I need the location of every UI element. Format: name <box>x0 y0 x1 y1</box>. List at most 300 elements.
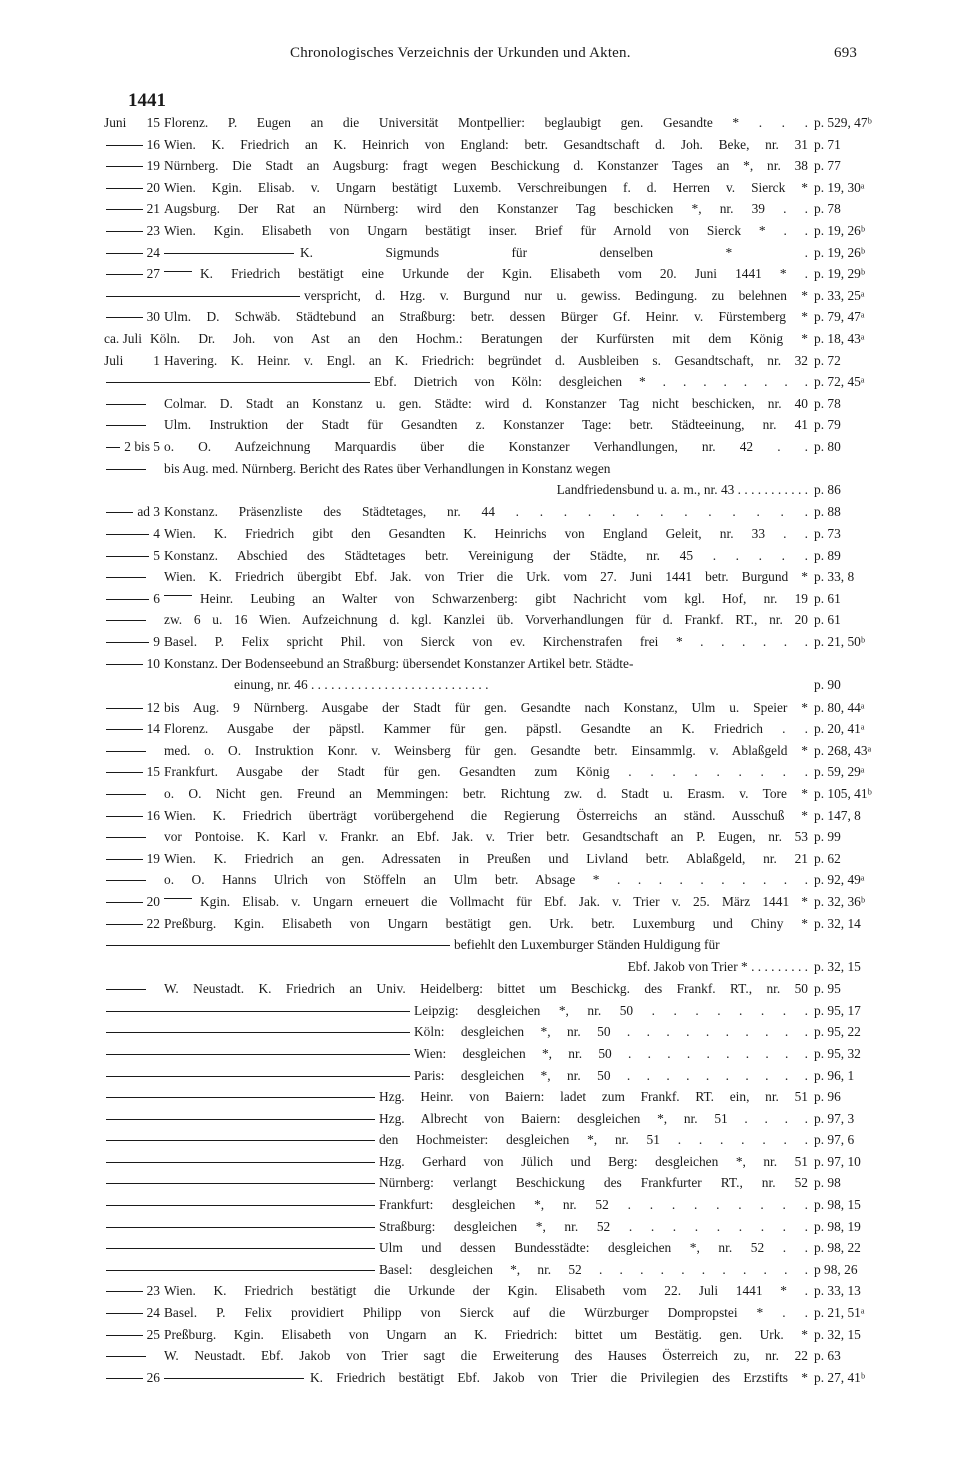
entry-page-ref: p. 21, 50ᵇ <box>814 634 866 650</box>
entry-row <box>104 458 876 480</box>
entry-row <box>104 436 876 458</box>
entry-row <box>104 956 876 978</box>
entry-text-content: Straßburg: desgleichen *, nr. 52 . . . . . . . . . <box>379 1218 808 1234</box>
entry-day: 2 bis 5 <box>124 438 160 454</box>
entry-page-ref: p. 78 <box>814 201 841 217</box>
entry-text <box>164 891 808 913</box>
entry-row <box>104 1043 876 1065</box>
entry-row <box>104 220 876 242</box>
ditto-line <box>106 1119 375 1120</box>
entry-text <box>164 112 808 134</box>
ditto-dash <box>106 188 143 189</box>
entry-row <box>104 978 876 1000</box>
entry-text-content: Preßburg. Kgin. Elisabeth von Ungarn an K. Friedrich: bittet um Bestätig. gen. Urk. * <box>164 1326 808 1342</box>
entry-text-content: den Hochmeister: desgleichen *, nr. 51 . . . . . . . <box>379 1132 808 1148</box>
ditto-dash <box>106 145 143 146</box>
entry-row <box>104 1151 876 1173</box>
ditto-dash <box>106 880 146 881</box>
entry-text-content: Colmar. D. Stadt an Konstanz u. gen. Städte: wird d. Konstanzer Tag nicht beschicken, nr. 40 <box>164 395 808 411</box>
entry-row <box>104 263 876 285</box>
entry-text-content: befiehlt den Luxemburger Ständen Huldigung für <box>454 937 720 953</box>
entry-text-content: einung, nr. 46 . . . . . . . . . . . . . . . . . . . . . . . . . . . <box>234 677 489 693</box>
entry-text <box>164 783 808 805</box>
entry-page-ref: p. 97, 3 <box>814 1110 855 1126</box>
entry-row <box>104 1000 876 1022</box>
entry-page-ref: p. 62 <box>814 850 841 866</box>
entry-row <box>104 913 876 935</box>
entry-text-content: bis Aug. 9 Nürnberg. Ausgabe der Stadt für gen. Gesandte nach Konstanz, Ulm u. Speier * <box>164 699 808 715</box>
entry-text <box>454 956 808 978</box>
entry-text-content: Hzg. Heinr. von Baiern: ladet zum Frankf. RT. ein, nr. 51 <box>379 1089 808 1105</box>
entry-row <box>104 783 876 805</box>
entry-row <box>104 112 876 134</box>
entry-row <box>104 934 876 956</box>
entry-page-ref: p. 95, 22 <box>814 1024 861 1040</box>
entry-text <box>374 371 808 393</box>
entry-page-ref: p. 21, 51ᵃ <box>814 1305 865 1321</box>
entry-text-content: Ebf. Dietrich von Köln: desgleichen * . . . . . . . . <box>374 374 808 390</box>
entry-text <box>454 934 876 956</box>
entry-page-ref: p. 99 <box>814 829 841 845</box>
entry-text <box>164 869 808 891</box>
ditto-dash <box>106 1356 146 1357</box>
entry-row <box>104 718 876 740</box>
entry-date <box>104 956 354 978</box>
entry-page-ref: p. 268, 43ᵃ <box>814 742 872 758</box>
ditto-dash <box>106 664 143 665</box>
entry-day: 23 <box>146 1283 160 1299</box>
entry-text-content: Ulm. Instruktion der Stadt für Gesandten z. Konstanzer Tage: betr. Städteeinung, nr. 41 <box>164 417 808 433</box>
entry-text-content: Wien. K. Friedrich überträgt vorübergehend die Regierung Österreichs an ständ. Ausschuß * <box>164 807 808 823</box>
entry-day: 9 <box>153 634 160 650</box>
entry-page-ref: p. 147, 8 <box>814 807 861 823</box>
entry-text <box>414 1021 808 1043</box>
ditto-dash <box>106 1313 143 1314</box>
ditto-dash <box>164 898 192 899</box>
entry-page-ref: p. 77 <box>814 158 841 174</box>
ditto-dash <box>106 577 146 578</box>
entry-text <box>379 1151 808 1173</box>
entry-text <box>164 414 808 436</box>
entry-text-content: Wien. K. Friedrich an gen. Adressaten in Preußen und Livland betr. Ablaßgeld, nr. 21 <box>164 850 808 866</box>
ditto-dash <box>106 751 146 752</box>
entry-text <box>164 436 808 458</box>
ditto-line <box>106 1162 375 1163</box>
entry-text <box>164 805 808 827</box>
entry-page-ref: p. 19, 29ᵇ <box>814 266 866 282</box>
entry-row <box>104 501 876 523</box>
entry-page-ref: p. 96 <box>814 1089 841 1105</box>
entry-day: 20 <box>146 893 160 909</box>
entry-page-ref: p. 73 <box>814 526 841 542</box>
entry-text <box>164 155 808 177</box>
ditto-dash <box>106 708 143 709</box>
entry-day: 26 <box>146 1369 160 1385</box>
entry-text <box>164 458 876 480</box>
entry-day: 24 <box>146 244 160 260</box>
entry-page-ref: p. 19, 26ᵇ <box>814 222 866 238</box>
entry-row <box>104 1237 876 1259</box>
ditto-dash <box>106 253 143 254</box>
ditto-dash <box>164 271 192 272</box>
entry-page-ref: p. 20, 41ᵃ <box>814 721 865 737</box>
entry-text-content: o. O. Hanns Ulrich von Stöffeln an Ulm betr. Absage * . . . . . . . . . . <box>164 872 808 888</box>
entry-text <box>164 1280 808 1302</box>
entry-row <box>104 1345 876 1367</box>
entry-day: 10 <box>146 655 160 671</box>
entry-text <box>164 501 808 523</box>
ditto-dash <box>106 166 143 167</box>
entry-row <box>104 869 876 891</box>
entry-text <box>379 1259 808 1281</box>
entry-page-ref: p. 33, 25ᵃ <box>814 287 865 303</box>
entry-text <box>379 1108 808 1130</box>
entry-page-ref: p. 95, 17 <box>814 1002 861 1018</box>
ditto-dash <box>106 447 120 448</box>
entry-text-content: K. Friedrich bestätigt Ebf. Jakob von Trier die Privilegien des Erzstifts * <box>310 1369 808 1385</box>
entry-month: Juli <box>104 352 124 368</box>
ditto-dash <box>106 620 146 621</box>
entry-text-content: Nürnberg. Die Stadt an Augsburg: fragt wegen Beschickung d. Konstanzer Tages an *, nr. 38 <box>164 158 808 174</box>
entry-text-content: K. Sigmunds für denselben * . <box>300 244 808 260</box>
entry-text-content: vor Pontoise. K. Karl v. Frankr. an Ebf. Jak. v. Trier betr. Gesandtschaft an P. Eugen, nr. 53 <box>164 829 808 845</box>
entry-text-content: Hzg. Albrecht von Baiern: desgleichen *, nr. 51 . . . . <box>379 1110 808 1126</box>
entry-text <box>164 978 808 1000</box>
entry-day: 24 <box>146 1305 160 1321</box>
entry-page-ref: p. 61 <box>814 590 841 606</box>
entry-page-ref: p. 89 <box>814 547 841 563</box>
entry-text <box>164 609 808 631</box>
ditto-dash <box>106 1291 143 1292</box>
entry-text <box>164 306 808 328</box>
running-header <box>0 45 960 69</box>
entry-page-ref: p. 61 <box>814 612 841 628</box>
entry-text <box>164 263 808 285</box>
entry-text <box>164 848 808 870</box>
entry-text <box>379 1194 808 1216</box>
entry-text-content: Wien. K. Friedrich an K. Heinrich von England: betr. Gesandtschaft d. Joh. Beke, nr. 31 <box>164 136 808 152</box>
ditto-dash <box>106 989 146 990</box>
entry-text-content: Konstanz. Abschied des Städtetages betr. Vereinigung der Städte, nr. 45 . . . . . <box>164 547 808 563</box>
entry-row <box>104 1216 876 1238</box>
entry-text-content: Preßburg. Kgin. Elisabeth von Ungarn bestätigt gen. Urk. betr. Luxemburg und Chiny * <box>164 915 808 931</box>
entry-page-ref: p. 19, 30ᵃ <box>814 179 865 195</box>
entry-text <box>164 393 808 415</box>
entry-day: 16 <box>146 136 160 152</box>
entry-text-content: Wien. K. Friedrich übergibt Ebf. Jak. von Trier die Urk. vom 27. Juni 1441 betr. Burgund * <box>164 569 808 585</box>
entry-text <box>164 134 808 156</box>
entry-text <box>164 718 808 740</box>
entry-day: 12 <box>146 699 160 715</box>
ditto-dash <box>106 317 143 318</box>
entry-row <box>104 609 876 631</box>
entry-text <box>164 350 808 372</box>
ditto-line <box>106 1183 375 1184</box>
entry-text-content: K. Friedrich bestätigt eine Urkunde der Kgin. Elisabeth vom 20. Juni 1441 * . <box>200 266 808 282</box>
ditto-line <box>106 1032 410 1033</box>
entry-page-ref: p. 98 <box>814 1175 841 1191</box>
entry-text-content: Kgin. Elisab. v. Ungarn erneuert die Vollmacht für Ebf. Jak. v. Trier v. 25. März 1441 * <box>200 893 808 909</box>
entry-text <box>354 479 808 501</box>
entry-day: 14 <box>146 721 160 737</box>
entry-row <box>104 566 876 588</box>
entry-page-ref: p. 92, 49ᵃ <box>814 872 865 888</box>
entry-text <box>379 1129 808 1151</box>
entry-page-ref: p. 72 <box>814 352 841 368</box>
entry-text-content: W. Neustadt. Ebf. Jakob von Trier sagt die Erweiterung des Hauses Österreich zu, nr. 22 <box>164 1348 808 1364</box>
entry-text-content: Wien. Kgin. Elisabeth von Ungarn bestätigt inser. Brief für Arnold von Sierck * . . <box>164 222 808 238</box>
entry-day: 30 <box>146 309 160 325</box>
entry-row <box>104 740 876 762</box>
entry-row <box>104 588 876 610</box>
entry-page-ref: p. 88 <box>814 504 841 520</box>
entry-page-ref: p. 105, 41ᵇ <box>814 786 872 801</box>
entry-row <box>104 545 876 567</box>
entry-day: 4 <box>153 526 160 542</box>
entry-text-content: Ulm. D. Schwäb. Städtebund an Straßburg: betr. dessen Bürger Gf. Heinr. v. Fürstemberg * <box>164 309 808 325</box>
entry-text <box>300 242 808 264</box>
entry-day: 21 <box>146 201 160 217</box>
entry-day: 20 <box>146 179 160 195</box>
entry-page-ref: p. 90 <box>814 677 841 693</box>
entry-page-ref: p. 33, 13 <box>814 1283 861 1299</box>
ditto-line <box>106 1140 375 1141</box>
entry-text-content: Wien. K. Friedrich gibt den Gesandten K. Heinrichs von England Geleit, nr. 33 . . <box>164 526 808 542</box>
entry-row <box>104 1302 876 1324</box>
entry-page-ref: p. 32, 15 <box>814 1326 861 1342</box>
entry-page-ref: p. 529, 47ᵇ <box>814 115 872 130</box>
ditto-dash <box>106 425 146 426</box>
entry-page-ref: p. 95 <box>814 981 841 997</box>
entry-text <box>164 545 808 567</box>
entry-row <box>104 1172 876 1194</box>
entry-day: 19 <box>146 158 160 174</box>
entry-text <box>234 674 808 696</box>
ditto-dash <box>106 534 149 535</box>
entry-text-content: o. O. Aufzeichnung Marquardis über die Konstanzer Verhandlungen, nr. 42 . . <box>164 438 808 454</box>
entry-day: 16 <box>146 807 160 823</box>
entry-row <box>104 891 876 913</box>
entry-row <box>104 1086 876 1108</box>
entry-row <box>104 393 876 415</box>
entry-day: 15 <box>146 115 160 130</box>
entry-text-content: Nürnberg: verlangt Beschickung des Frankfurter RT., nr. 52 <box>379 1175 808 1191</box>
ditto-line <box>106 1248 375 1249</box>
ditto-line <box>106 945 450 946</box>
entry-page-ref: p. 98, 15 <box>814 1197 861 1213</box>
entry-row <box>104 1259 876 1281</box>
entry-text-content: Paris: desgleichen *, nr. 50 . . . . . . . . . . <box>414 1067 808 1083</box>
entry-row <box>104 848 876 870</box>
entry-row <box>104 674 876 696</box>
entry-page-ref: p. 32, 15 <box>814 958 861 974</box>
entry-row <box>104 242 876 264</box>
entry-day: 19 <box>146 850 160 866</box>
entry-text-content: verspricht, d. Hzg. v. Burgund nur u. gewiss. Bedingung. zu belehnen * <box>304 287 808 303</box>
ditto-dash <box>106 816 143 817</box>
entry-day: 25 <box>146 1326 160 1342</box>
entry-text-content: Hzg. Gerhard von Jülich und Berg: desgleichen *, nr. 51 <box>379 1153 808 1169</box>
ditto-line <box>106 382 370 383</box>
entry-day: 1 <box>153 352 160 368</box>
entry-text <box>164 177 808 199</box>
entry-text <box>414 1043 808 1065</box>
entry-text <box>164 761 808 783</box>
entry-row <box>104 306 876 328</box>
ditto-dash <box>106 1335 143 1336</box>
entry-text <box>164 198 808 220</box>
entry-text <box>164 1324 808 1346</box>
entry-text <box>379 1086 808 1108</box>
entry-page-ref: p. 97, 10 <box>814 1153 861 1169</box>
ditto-dash <box>106 1378 143 1379</box>
entry-row <box>104 1280 876 1302</box>
entry-text-content: Ebf. Jakob von Trier * . . . . . . . . . <box>627 958 808 974</box>
ditto-line <box>164 1378 304 1379</box>
entry-text <box>164 740 808 762</box>
entry-row <box>104 805 876 827</box>
entry-text <box>164 913 808 935</box>
ditto-dash <box>106 209 143 210</box>
entry-page-ref: p. 63 <box>814 1348 841 1364</box>
entry-page-ref: p. 33, 8 <box>814 569 855 585</box>
entry-row <box>104 414 876 436</box>
entry-page-ref: p. 97, 6 <box>814 1132 855 1148</box>
entry-row <box>104 631 876 653</box>
ditto-dash <box>106 859 143 860</box>
entry-list <box>104 112 876 1388</box>
entry-text-content: Konstanz. Der Bodenseebund an Straßburg: übersendet Konstanzer Artikel betr. Städte- <box>164 655 634 671</box>
entry-page-ref: p. 72, 45ᵃ <box>814 374 865 390</box>
entry-text-content: Basel: desgleichen *, nr. 52 . . . . . . . . . . . <box>379 1261 808 1277</box>
entry-text-content: Augsburg. Der Rat an Nürnberg: wird den Konstanzer Tag beschicken *, nr. 39 . . <box>164 201 808 217</box>
entry-day: 15 <box>146 764 160 780</box>
entry-page-ref: p. 59, 29ᵃ <box>814 764 865 780</box>
entry-text <box>310 1367 808 1389</box>
entry-text <box>164 1345 808 1367</box>
entry-text-content: Wien. K. Friedrich bestätigt die Urkunde der Kgin. Elisabeth vom 22. Juli 1441 * . <box>164 1283 808 1299</box>
entry-page-ref: p. 95, 32 <box>814 1045 861 1061</box>
entry-day: 6 <box>153 590 160 606</box>
ditto-dash <box>106 837 146 838</box>
entry-text-content: Heinr. Leubing an Walter von Schwarzenberg: gibt Nachricht vom kgl. Hof, nr. 19 <box>200 590 808 606</box>
entry-text-content: Frankfurt. Ausgabe der Stadt für gen. Gesandten zum König . . . . . . . . . <box>164 764 808 780</box>
entry-text-content: Landfriedensbund u. a. m., nr. 43 . . . . . . . . . . . <box>556 482 808 498</box>
entry-row <box>104 761 876 783</box>
entry-page-ref: p 98, 26 <box>814 1261 858 1277</box>
ditto-dash <box>106 404 146 405</box>
entry-text <box>150 328 808 350</box>
ditto-line <box>164 253 294 254</box>
ditto-line <box>106 1054 410 1055</box>
entry-row <box>104 653 876 675</box>
ditto-dash <box>106 512 133 513</box>
entry-text-content: Köln. Dr. Joh. von Ast an den Hochm.: Beratungen der Kurfürsten mit dem König * <box>150 330 808 346</box>
entry-page-ref: p. 18, 43ᵃ <box>814 330 865 346</box>
entry-row <box>104 1021 876 1043</box>
entry-month: Juni <box>104 115 127 130</box>
ditto-line <box>106 1270 375 1271</box>
entry-text-content: Leipzig: desgleichen *, nr. 50 . . . . . . . . <box>414 1002 808 1018</box>
entry-text-content: Florenz. P. Eugen an die Universität Montpellier: beglaubigt gen. Gesandte * . . . <box>164 115 808 130</box>
entry-row <box>104 134 876 156</box>
entry-row <box>104 697 876 719</box>
entry-row <box>104 1129 876 1151</box>
entry-text <box>164 697 808 719</box>
entry-day: 22 <box>146 915 160 931</box>
ditto-line <box>106 296 300 297</box>
entry-page-ref: p. 96, 1 <box>814 1067 855 1083</box>
entry-day: 27 <box>146 266 160 282</box>
ditto-dash <box>164 595 192 596</box>
entry-row <box>104 523 876 545</box>
entry-row <box>104 155 876 177</box>
entry-text-content: Florenz. Ausgabe der päpstl. Kammer für gen. päpstl. Gesandte an K. Friedrich . . <box>164 721 808 737</box>
entry-text-content: med. o. O. Instruktion Konr. v. Weinsberg für gen. Gesandte betr. Einsammlg. v. Ablaßgeld * <box>164 742 808 758</box>
entry-text <box>379 1237 808 1259</box>
entry-row <box>104 328 876 350</box>
entry-text-content: zw. 6 u. 16 Wien. Aufzeichnung d. kgl. Kanzlei üb. Vorverhandlungen für d. Frankf. RT., nr. 20 <box>164 612 808 628</box>
ditto-dash <box>106 231 143 232</box>
entry-row <box>104 198 876 220</box>
entry-text-content: Basel. P. Felix providiert Philipp von Sierck auf die Würzburger Dompropstei * . . <box>164 1305 808 1321</box>
ditto-dash <box>106 274 143 275</box>
entry-page-ref: p. 80 <box>814 438 841 454</box>
entry-text-content: Basel. P. Felix spricht Phil. von Sierck von ev. Kirchenstrafen frei * . . . . . . <box>164 634 808 650</box>
entry-text <box>414 1065 808 1087</box>
running-title: Chronologisches Verzeichnis der Urkunden und Akten. <box>290 45 631 61</box>
ditto-dash <box>106 924 143 925</box>
entry-text <box>379 1172 808 1194</box>
entry-text <box>304 285 808 307</box>
ditto-dash <box>106 599 149 600</box>
entry-text <box>164 566 808 588</box>
ditto-line <box>106 1011 410 1012</box>
entry-text <box>414 1000 808 1022</box>
ditto-dash <box>106 772 143 773</box>
entry-row <box>104 1065 876 1087</box>
ditto-dash <box>106 729 143 730</box>
entry-row <box>104 1194 876 1216</box>
entry-page-ref: p. 27, 41ᵇ <box>814 1369 866 1385</box>
entry-text-content: W. Neustadt. K. Friedrich an Univ. Heidelberg: bittet um Beschickg. des Frankf. RT., nr. 50 <box>164 981 808 997</box>
entry-row <box>104 826 876 848</box>
entry-text <box>164 631 808 653</box>
entry-text-content: Frankfurt: desgleichen *, nr. 52 . . . . . . . . . <box>379 1197 808 1213</box>
entry-text-content: Havering. K. Heinr. v. Engl. an K. Friedrich: begründet d. Ausbleiben s. Gesandtschaft, nr. 32 <box>164 352 808 368</box>
entry-text <box>379 1216 808 1238</box>
entry-month: ca. Juli <box>104 330 142 346</box>
entry-page-ref: p. 86 <box>814 482 841 498</box>
entry-text-content: Ulm und dessen Bundesstädte: desgleichen *, nr. 52 . . <box>379 1240 808 1256</box>
ditto-line <box>106 1227 375 1228</box>
entry-page-ref: p. 79, 47ᵃ <box>814 309 865 325</box>
entry-text <box>164 588 808 610</box>
year-heading: 1441 <box>128 90 166 111</box>
entry-row <box>104 1324 876 1346</box>
ditto-dash <box>106 556 149 557</box>
entry-page-ref: p. 79 <box>814 417 841 433</box>
entry-row <box>104 371 876 393</box>
entry-page-ref: p. 80, 44ᵃ <box>814 699 865 715</box>
ditto-line <box>106 1097 375 1098</box>
entry-text-content: o. O. Nicht gen. Freund an Memmingen: betr. Richtung zw. d. Stadt u. Erasm. v. Tore * <box>164 786 808 801</box>
entry-row <box>104 479 876 501</box>
entry-date <box>104 479 354 501</box>
entry-page-ref: p. 98, 22 <box>814 1240 861 1256</box>
ditto-line <box>106 1205 375 1206</box>
entry-row <box>104 285 876 307</box>
